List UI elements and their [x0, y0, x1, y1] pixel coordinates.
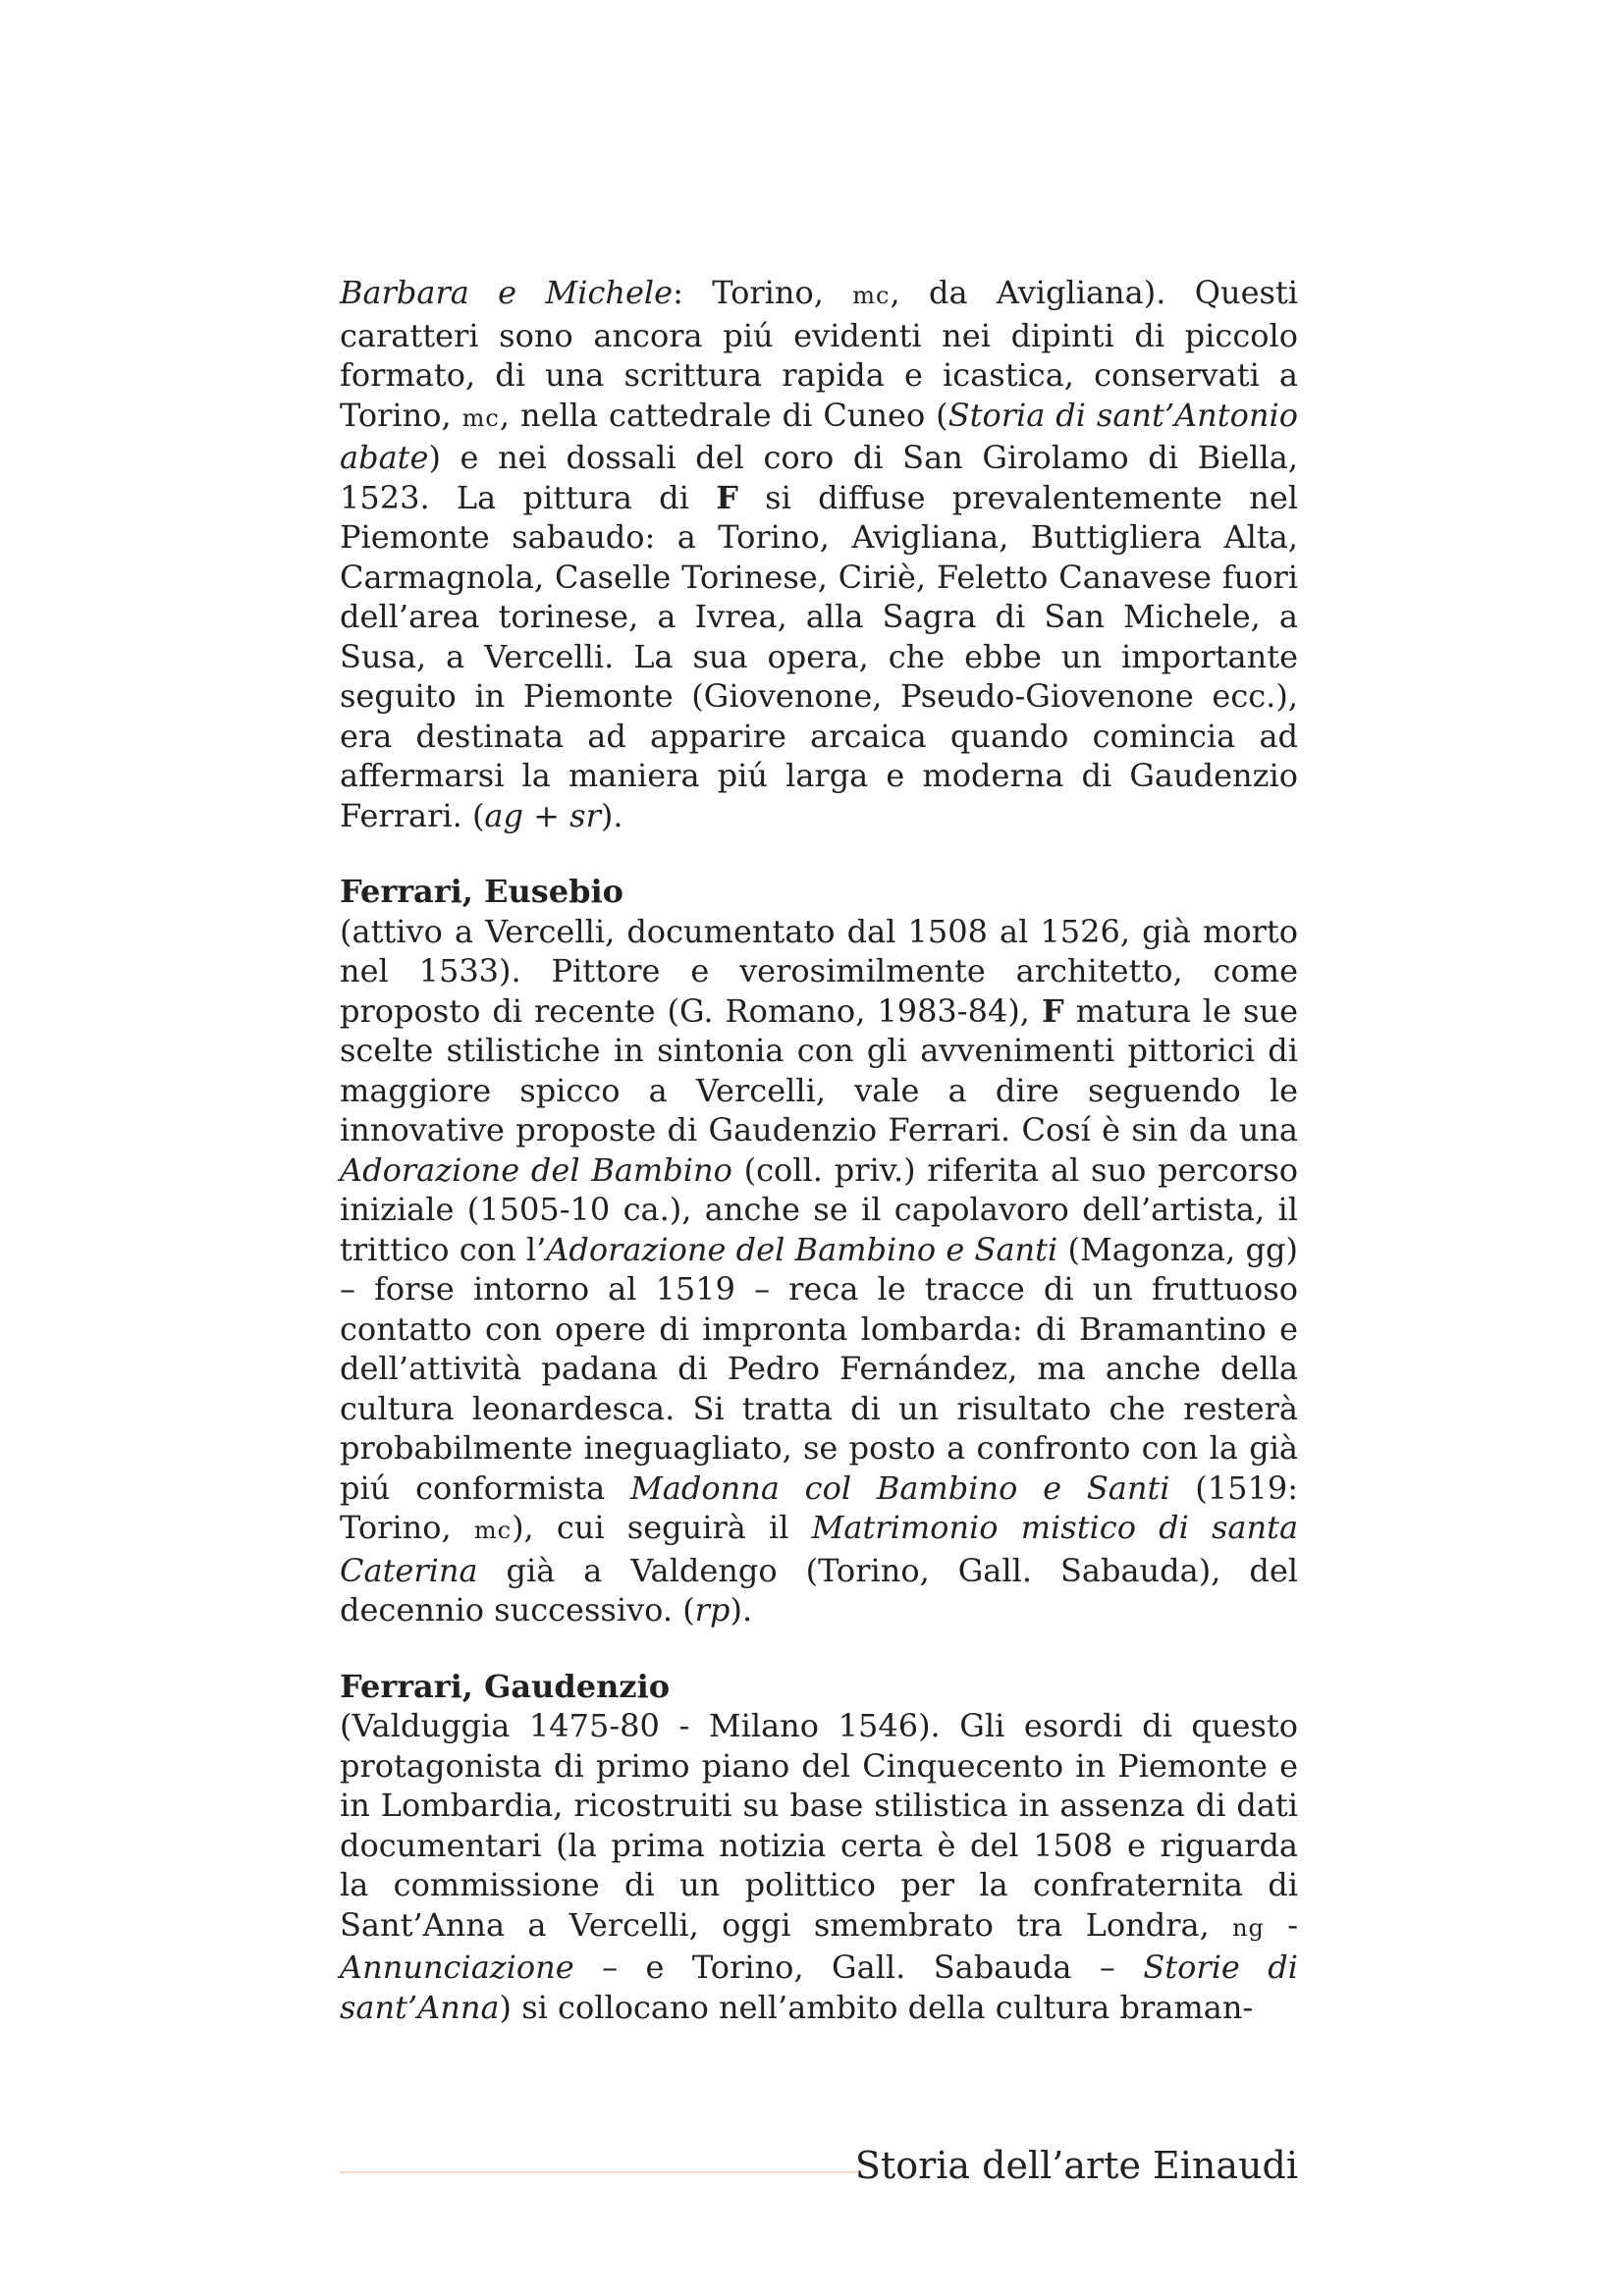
- entry-body-gaudenzio: (Valduggia 1475-80 - Milano 1546). Gli esordi di questo protagonista di primo piano del Cinquecento in Piemonte e in Lombardia, ricostruiti su base stilistica in assenza di dati documentari (la prima notizia certa è del 1508 e riguarda la commissione di un polittico per la confraternita di Sant’Anna a Vercelli, oggi smembrato tra Londra, ng - Annunciazione – e Torino, Gall. Sabauda – Storie di sant’Anna) si collocano nell’ambito della cultura braman-: [340, 1707, 1299, 2026]
- entry-body-eusebio: (attivo a Vercelli, documentato dal 1508 al 1526, già morto nel 1533). Pittore e verosimilmente architetto, come proposto di recente (G. Romano, 1983-84), F matura le sue scelte stilistiche in sintonia con gli avvenimenti pittorici di maggiore spicco a Vercelli, vale a dire seguendo le innovative proposte di Gaudenzio Ferrari. Cosí è sin da una Adorazione del Bambino (coll. priv.) riferita al suo percorso iniziale (1505-10 ca.), anche se il capolavoro dell’artista, il trittico con l’Adorazione del Bambino e Santi (Magonza, gg) – forse intorno al 1519 – reca le tracce di un fruttuoso contatto con opere di impronta lombarda: di Bramantino e dell’attività padana di Pedro Fernández, ma anche della cultura leonardesca. Si tratta di un risultato che resterà probabilmente ineguagliato, se posto a confronto con la già piú conformista Madonna col Bambino e Santi (1519: Torino, mc), cui seguirà il Matrimonio mistico di santa Caterina già a Valdengo (Torino, Gall. Sabauda), del decennio successivo. (rp).: [340, 912, 1299, 1629]
- continuation-paragraph: Barbara e Michele: Torino, mc, da Avigliana). Questi caratteri sono ancora piú evidenti nei dipinti di piccolo formato, di una scrittura rapida e icastica, conservati a Torino, mc, nella cattedrale di Cuneo (Storia di sant’Antonio abate) e nei dossali del coro di San Girolamo di Biella, 1523. La pittura di F si diffuse prevalentemente nel Piemonte sabaudo: a Torino, Avigliana, Buttigliera Alta, Carmagnola, Caselle Torinese, Ciriè, Feletto Canavese fuori dell’area torinese, a Ivrea, alla Sagra di San Michele, a Susa, a Vercelli. La sua opera, che ebbe un importante seguito in Piemonte (Giovenone, Pseudo-Giovenone ecc.), era destinata ad apparire arcaica quando comincia ad affermarsi la maniera piú larga e moderna di Gaudenzio Ferrari. (ag + sr).: [340, 274, 1299, 834]
- entry-heading-eusebio: Ferrari, Eusebio: [340, 873, 623, 910]
- page-footer: [340, 2138, 1298, 2193]
- text-column: [340, 273, 1298, 2027]
- footer-title: Storia dell’arte Einaudi: [854, 2144, 1298, 2187]
- entry-heading-gaudenzio: Ferrari, Gaudenzio: [340, 1667, 671, 1705]
- footer-rule: [340, 2171, 858, 2173]
